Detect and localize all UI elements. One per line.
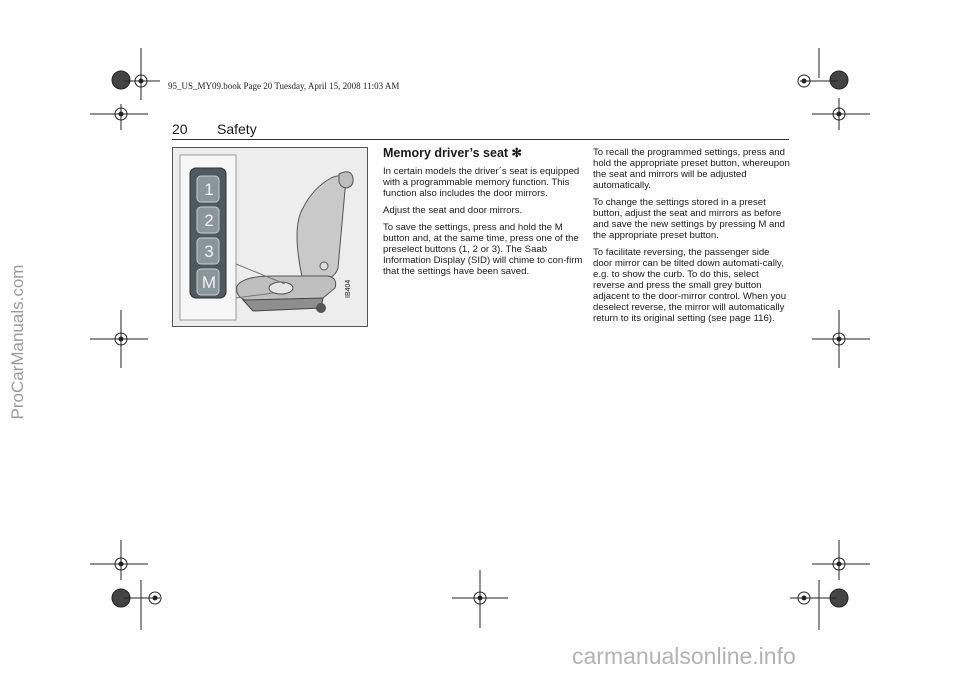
- memory-button-label: M: [201, 273, 217, 292]
- side-watermark: ProCarManuals.com: [8, 264, 27, 420]
- paragraph: To save the settings, press and hold the M button and, at the same time, press one of the preselect buttons (1, 2 or 3). The Saab Information Display (SID) will chime to con-firm that the settings have been saved.: [383, 222, 583, 277]
- page-number: 20: [172, 121, 188, 137]
- paragraph: To facilitate reversing, the passenger side door mirror can be tilted down automati-cally, e.g. to show the curb. To do this, select reverse and press the small grey button adjacent to the door-mirror control. When you deselect reverse, the mirror will automatically return to its original setting (see page 116).: [593, 247, 787, 324]
- bottom-watermark: carmanualsonline.info: [572, 643, 796, 669]
- text-column-1: [383, 166, 583, 283]
- seat-drawing: [173, 148, 367, 326]
- section-title: Safety: [217, 121, 257, 137]
- preset-button-3-label: 3: [204, 242, 214, 261]
- header-rule: [172, 139, 789, 140]
- paragraph: Adjust the seat and door mirrors.: [383, 205, 523, 216]
- figure-code: IB404: [345, 279, 352, 298]
- paragraph: To change the settings stored in a preset button, adjust the seat and mirrors as before and save the new settings by pressing M and the appropriate preset button.: [593, 197, 785, 241]
- article-title: Memory driver’s seat ✻: [383, 146, 523, 160]
- preset-button-2-label: 2: [204, 211, 214, 230]
- book-info: 95_US_MY09.book Page 20 Tuesday, April 15, 2008 11:03 AM: [168, 81, 400, 91]
- preset-button-1-label: 1: [204, 180, 214, 199]
- paragraph: In certain models the driver´s seat is equipped with a programmable memory function. This function also includes the door mirrors.: [383, 166, 580, 199]
- seat-illustration: [172, 147, 368, 327]
- paragraph: To recall the programmed settings, press and hold the appropriate preset button, whereupon the seat and mirrors will be adjusted automatically.: [593, 147, 790, 191]
- text-column-2: [593, 147, 791, 330]
